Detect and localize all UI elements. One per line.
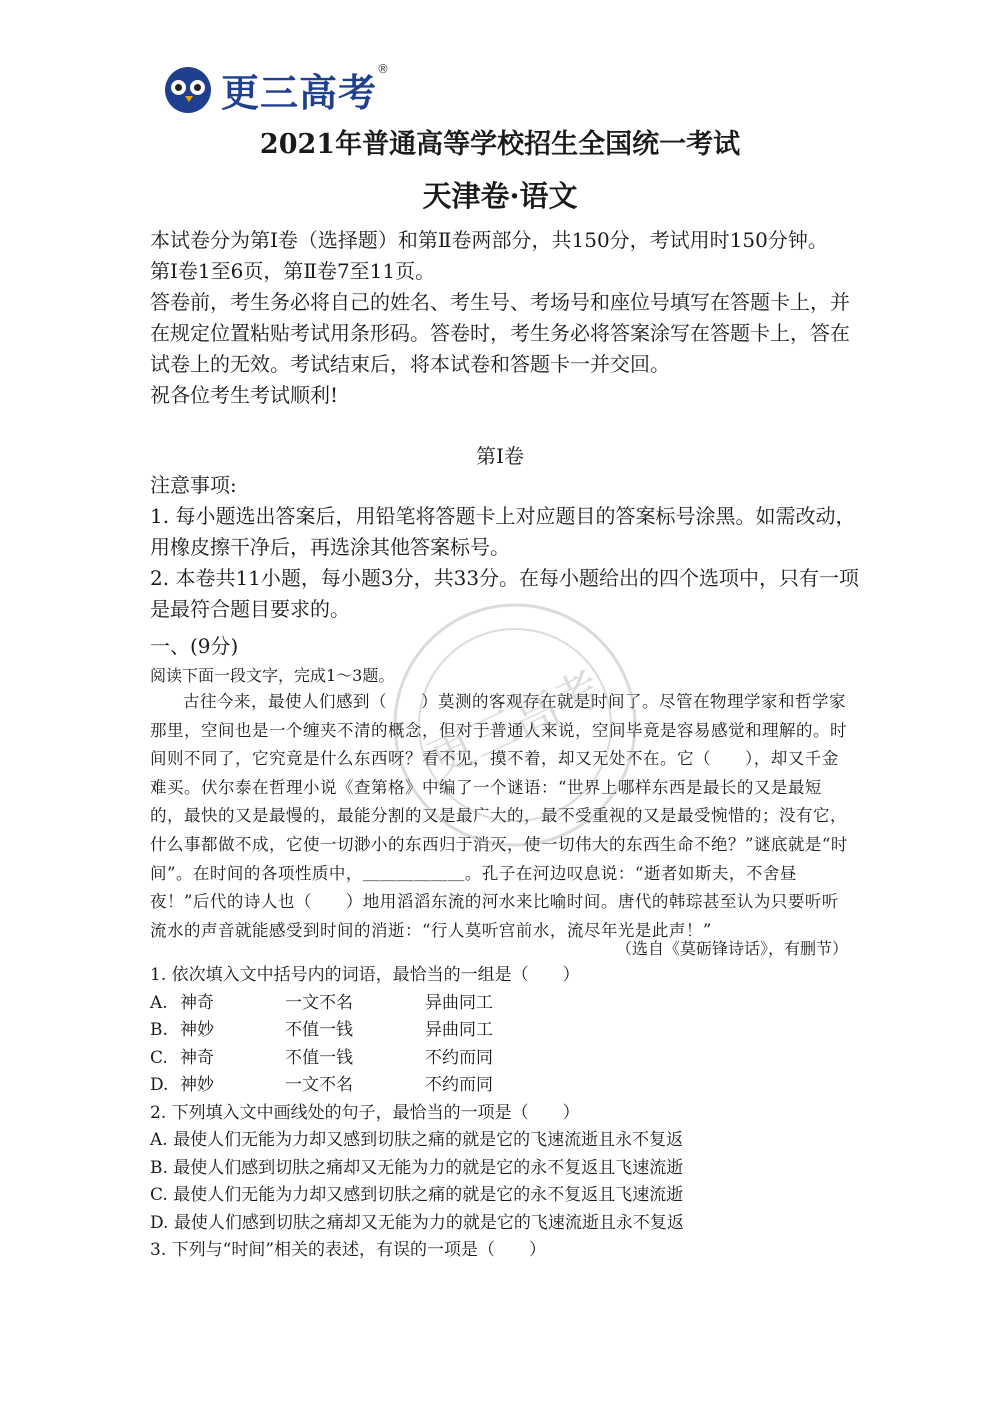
question-2-option: B. 最使人们感到切肤之痛却又无能为力的就是它的永不复返且飞速流逝 — [150, 1157, 684, 1178]
reading-instruction: 阅读下面一段文字，完成1～3题。 — [150, 666, 395, 685]
question-2-stem: 2. 下列填入文中画线处的句子，最恰当的一项是（ ） — [150, 1102, 580, 1123]
question-1-option: B. 神妙 不值一钱 异曲同工 — [150, 1020, 493, 1040]
question-1-option: A. 神奇 一文不名 异曲同工 — [150, 992, 493, 1013]
instruction-line: 第Ⅰ卷1至6页，第Ⅱ卷7至11页。 — [150, 259, 436, 283]
notice-heading: 注意事项: — [150, 473, 237, 497]
instruction-line: 祝各位考生考试顺利! — [150, 383, 339, 407]
notice-item: 2. 本卷共11小题，每小题3分，共33分。在每小题给出的四个选项中，只有一项是最符合题目要求的。 — [150, 566, 860, 621]
question-3-stem: 3. 下列与“时间”相关的表述，有误的一项是（ ） — [150, 1240, 547, 1260]
notice-block — [150, 470, 860, 625]
notice-item: 1. 每小题选出答案后，用铅笔将答题卡上对应题目的答案标号涂黑。如需改动，用橡皮擦干净后，再选涂其他答案标号。 — [150, 504, 856, 559]
brand-name: 更三高考® — [221, 62, 391, 115]
question-2-option: C. 最使人们无能为力却又感到切肤之痛的就是它的永不复返且飞速流逝 — [150, 1185, 684, 1205]
question-2-option: D. 最使人们感到切肤之痛却又无能为力的就是它的飞速流逝且永不复返 — [150, 1212, 684, 1233]
question-1-stem: 1. 依次填入文中括号内的词语，最恰当的一组是（ ） — [150, 965, 580, 985]
instruction-line: 本试卷分为第Ⅰ卷（选择题）和第Ⅱ卷两部分，共150分，考试用时150分钟。 — [150, 228, 828, 252]
passage-source: （选自《莫砺锋诗话》，有删节） — [615, 939, 848, 958]
volume-title: 第Ⅰ卷 — [476, 444, 524, 468]
question-list — [150, 962, 860, 1265]
question-2-option: A. 最使人们无能为力却又感到切肤之痛的就是它的飞速流逝且永不复返 — [150, 1130, 684, 1150]
section-heading: 一、(9分) — [150, 634, 239, 658]
exam-instructions — [150, 225, 860, 411]
exam-subtitle: 天津卷·语文 — [422, 179, 578, 213]
brand-logo — [165, 62, 390, 117]
exam-title: 2021年普通高等学校招生全国统一考试 — [259, 129, 741, 160]
question-1-option: D. 神妙 一文不名 不约而同 — [150, 1075, 493, 1095]
reading-passage: 古往今来，最使人们感到（ ）莫测的客观存在就是时间了。尽管在物理学家和哲学家那里，空间也是一个缠夹不清的概念，但对于普通人来说，空间毕竟是容易感觉和理解的。时间则不同了，它究竟是什么东西呀？看不见，摸不着，却又无处不在。它（ ），却又千金难买。伏尔泰在哲理小说《查第格》中编了一个谜语：“世界上哪样东西是最长的又是最短的，最快的又是最慢的，最能分割的又是最广大的，最不受重视的又是最受惋惜的；没有它，什么事都做不成，它使一切渺小的东西归于消灭，使一切伟大的东西生命不绝？”谜底就是“时间”。在时间的各项性质中，＿＿＿＿＿＿。孔子在河边叹息说：“逝者如斯夫，不舍昼夜！”后代的诗人也（ ）地用滔滔东流的河水来比喻时间。唐代的韩琮甚至认为只要听听流水的声音就能感受到时间的消逝：“行人莫听宫前水，流尽年光是此声！” — [150, 692, 848, 940]
watermark-text: 更三高考 — [419, 660, 610, 788]
instruction-line: 答卷前，考生务必将自己的姓名、考生号、考场号和座位号填写在答题卡上，并在规定位置粘贴考试用条形码。答卷时，考生务必将答案涂写在答题卡上，答在试卷上的无效。考试结束后，将本试卷和答题卡一并交回。 — [150, 290, 850, 376]
question-1-option: C. 神奇 不值一钱 不约而同 — [150, 1047, 493, 1068]
owl-logo-icon — [165, 67, 211, 113]
